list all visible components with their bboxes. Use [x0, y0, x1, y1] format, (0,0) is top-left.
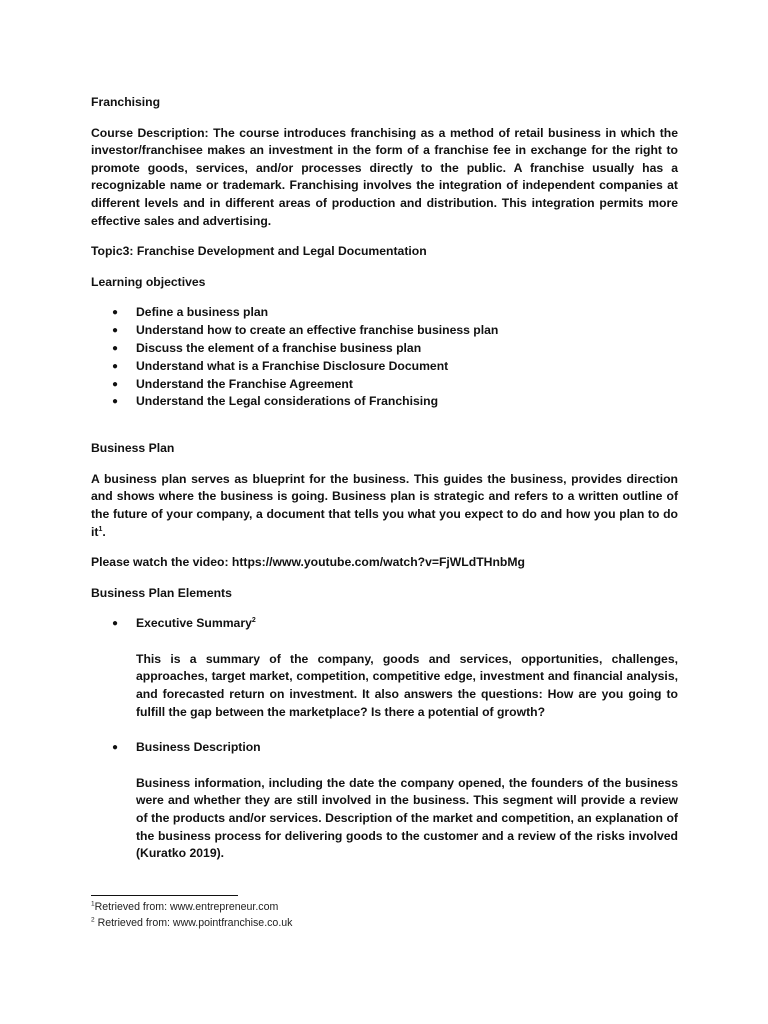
footnote-separator: [91, 895, 238, 896]
objective-text: Understand how to create an effective franchise business plan: [136, 323, 499, 338]
topic-heading: Topic3: Franchise Development and Legal Documentation: [91, 244, 427, 259]
document-body: [91, 94, 678, 881]
bullet-icon: ●: [112, 742, 119, 754]
bullet-icon: ●: [112, 342, 119, 354]
bullet-icon: ●: [112, 378, 119, 390]
footnote-ref[interactable]: 1: [98, 525, 103, 533]
executive-summary-body: This is a summary of the company, goods and services, opportunities, challenges, approaches, target market, competition, competitive edge, investment and financial analysis, and forecasted return on investment. It also answers the questions: How are you going to fulfill the gap between the marketplace? Is there a potential of growth?: [136, 651, 678, 719]
learning-objectives-heading: Learning objectives: [91, 274, 206, 289]
objective-text: Define a business plan: [136, 305, 269, 320]
footnote-text: Retrieved from: www.pointfranchise.co.uk: [94, 916, 293, 929]
element-executive-summary: [91, 615, 678, 633]
footnote-number: 1: [91, 900, 95, 908]
bullet-icon: ●: [112, 360, 119, 372]
footnote-1: [91, 900, 671, 916]
objective-text: Discuss the element of a franchise business plan: [136, 340, 422, 355]
list-item: [91, 340, 678, 358]
footnote-2: [91, 916, 671, 932]
document-title: Franchising: [91, 95, 161, 109]
element-title: Business Description: [136, 740, 261, 755]
list-item: [91, 376, 678, 394]
business-plan-heading: Business Plan: [91, 441, 175, 456]
footnotes: [91, 900, 671, 931]
list-item: [91, 322, 678, 340]
bullet-icon: ●: [112, 618, 119, 630]
objective-text: Understand the Legal considerations of Franchising: [136, 394, 439, 409]
bullet-icon: ●: [112, 396, 119, 408]
list-item: [91, 393, 678, 411]
business-description-body: Business information, including the date the company opened, the founders of the business were and whether they are still involved in the business. This segment will provide a review of the products and/or services. Description of the market and competition, an explanation of the business process for delivering goods to the customer and a review of the risks involved (Kuratko 2019).: [136, 775, 678, 861]
element-title: Executive Summary: [136, 616, 252, 631]
element-business-description: [91, 739, 678, 757]
business-plan-end: .: [102, 524, 106, 539]
objective-text: Understand the Franchise Agreement: [136, 376, 353, 391]
footnote-text: Retrieved from: www.entrepreneur.com: [94, 901, 279, 913]
footnote-number: 2: [91, 915, 95, 923]
learning-objectives-list: [91, 304, 678, 411]
list-item: [91, 304, 678, 322]
elements-heading: Business Plan Elements: [91, 585, 232, 600]
bullet-icon: ●: [112, 307, 119, 319]
business-plan-text: A business plan serves as blueprint for the business. This guides the business, provides direction and shows where the business is going. Business plan is strategic and refers to a written outline of the future of your company, a document that tells you what you expect to do and how you plan to do it: [91, 471, 678, 539]
bullet-icon: ●: [112, 325, 119, 337]
video-link[interactable]: Please watch the video: https://www.youtube.com/watch?v=FjWLdTHnbMg: [91, 555, 525, 570]
course-description: Course Description: The course introduces franchising as a method of retail business in which the investor/franchisee makes an investment in the form of a franchise fee in exchange for the right to promote goods, services, and/or processes directly to the public. A franchise usually has a recognizable name or trademark. Franchising involves the integration of independent companies at different levels and in different areas of production and distribution. This integration permits more effective sales and advertising.: [91, 125, 678, 228]
footnote-ref[interactable]: 2: [251, 617, 256, 625]
objective-text: Understand what is a Franchise Disclosure Document: [136, 358, 449, 373]
business-plan-paragraph: [91, 471, 678, 541]
list-item: [91, 358, 678, 376]
